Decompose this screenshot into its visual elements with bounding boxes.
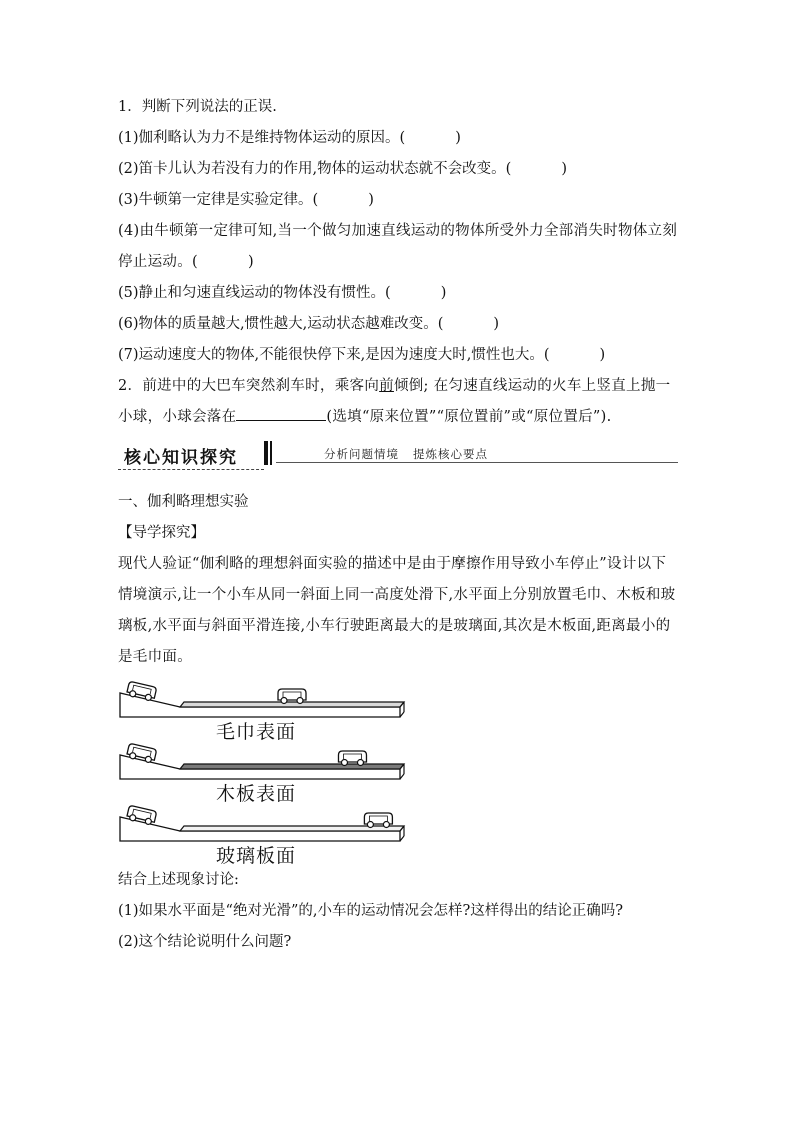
section-banner — [118, 437, 678, 477]
question-1-title: 1．判断下列说法的正误. — [118, 99, 277, 115]
statement-1: (1)伽利略认为力不是维持物体运动的原因。( ) — [118, 130, 461, 146]
question-2: 2．前进中的大巴车突然刹车时，乘客向前倾倒; 在匀速直线运动的火车上竖直上抛一小球，小球会落在 (选填“原来位置”“原位置前”或“原位置后”). — [118, 378, 671, 425]
statement-7: (7)运动速度大的物体,不能很快停下来,是因为速度大时,惯性也大。( ) — [118, 347, 606, 363]
figure-label-towel: 毛巾表面 — [216, 721, 297, 743]
surface-towel — [180, 702, 404, 707]
worksheet-page — [118, 92, 678, 958]
experiment-diagram — [118, 677, 408, 865]
stopped-car-wood — [338, 751, 366, 766]
figure-label-glass: 玻璃板面 — [216, 845, 297, 867]
banner-divider — [264, 441, 268, 465]
banner-dashed-rule — [118, 469, 264, 470]
stopped-car-glass — [364, 813, 392, 828]
banner-title: 核心知识探究 — [124, 448, 238, 468]
banner-divider-thin — [270, 441, 272, 465]
discussion-question-1: (1)如果水平面是“绝对光滑”的,小车的运动情况会怎样?这样得出的结论正确吗? — [118, 903, 624, 919]
statement-2: (2)笛卡儿认为若没有力的作用,物体的运动状态就不会改变。( ) — [118, 161, 567, 177]
incline-experiment-figure — [118, 677, 408, 865]
figure-label-wood: 木板表面 — [216, 783, 297, 805]
section-title: 一、伽利略理想实验 — [118, 494, 249, 510]
guide-tag: 【导学探究】 — [118, 525, 205, 541]
statement-5: (5)静止和匀速直线运动的物体没有惯性。( ) — [118, 285, 447, 301]
answer-blank[interactable] — [236, 404, 326, 421]
statement-6: (6)物体的质量越大,惯性越大,运动状态越难改变。( ) — [118, 316, 500, 332]
statement-4: (4)由牛顿第一定律可知,当一个做匀加速直线运动的物体所受外力全部消失时物体立刻停止运动。( ) — [118, 223, 678, 270]
banner-subtitle: 分析问题情境 提炼核心要点 — [324, 447, 488, 461]
stopped-car-towel — [278, 689, 306, 704]
underlined-word: 前 — [379, 378, 394, 394]
discussion-intro: 结合上述现象讨论: — [118, 872, 239, 888]
discussion-question-2: (2)这个结论说明什么问题? — [118, 934, 292, 950]
section-paragraph: 现代人验证“伽利略的理想斜面实验的描述中是由于摩擦作用导致小车停止”设计以下情境演示,让一个小车从同一斜面上同一高度处滑下,水平面上分别放置毛巾、木板和玻璃板,水平面与斜面平滑连接,小车行驶距离最大的是玻璃面,其次是木板面,距离最小的是毛巾面。 — [118, 556, 676, 665]
banner-rule — [276, 462, 678, 463]
surface-wood — [180, 764, 404, 769]
statement-3: (3)牛顿第一定律是实验定律。( ) — [118, 192, 374, 208]
